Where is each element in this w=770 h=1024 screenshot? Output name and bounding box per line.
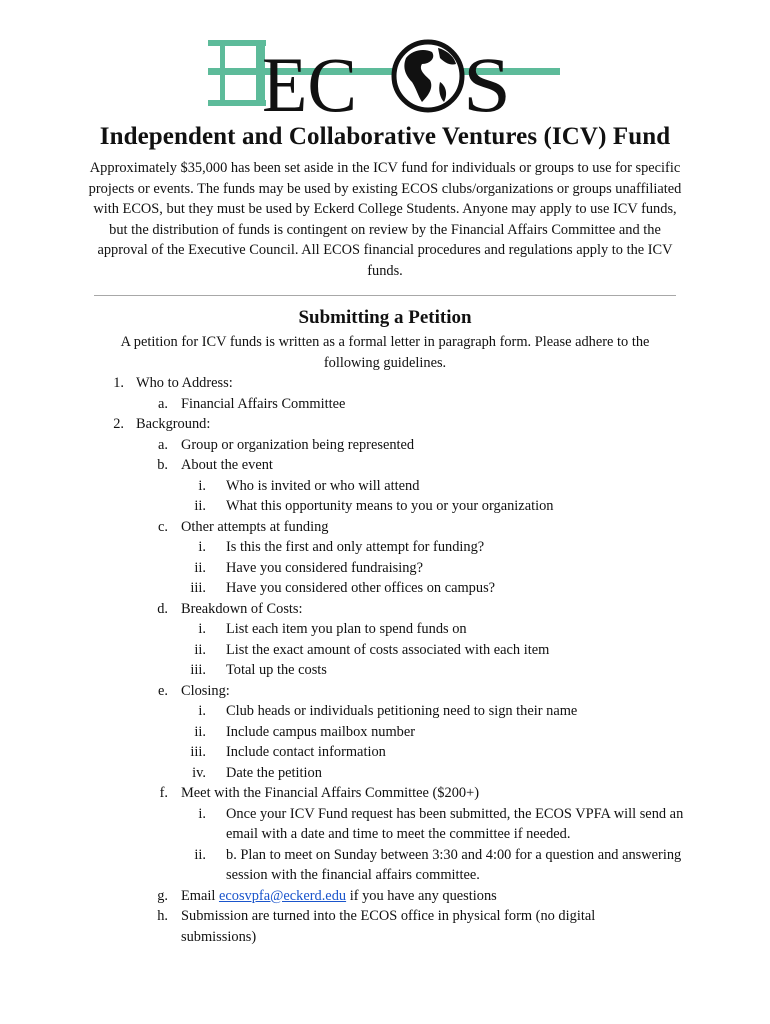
list-text: b. Plan to meet on Sunday between 3:30 and 4:00 for a question and answering session with the financial affairs committee. bbox=[226, 846, 682, 883]
list-text: Submission are turned into the ECOS office in physical form (no digital submissions) bbox=[181, 908, 596, 945]
list-marker: iii. bbox=[190, 580, 206, 596]
svg-text:EC: EC bbox=[262, 41, 357, 118]
list-item bbox=[0, 373, 770, 394]
list-text: Include contact information bbox=[226, 744, 386, 760]
list-item bbox=[0, 640, 770, 661]
list-marker: a. bbox=[158, 436, 168, 453]
list-text: List each item you plan to spend funds on bbox=[226, 621, 467, 637]
page-title: Independent and Collaborative Ventures (ICV) Fund bbox=[99, 123, 671, 150]
list-item bbox=[0, 537, 770, 558]
logo-letter-s: S bbox=[463, 41, 511, 118]
list-marker: a. bbox=[158, 395, 168, 412]
list-marker: iii. bbox=[190, 744, 206, 760]
list-item bbox=[0, 660, 770, 681]
list-item bbox=[0, 476, 770, 497]
list-item bbox=[0, 414, 770, 435]
list-item bbox=[0, 496, 770, 517]
list-item bbox=[0, 435, 770, 456]
list-text: Who to Address: bbox=[136, 375, 233, 391]
list-marker: ii. bbox=[194, 641, 206, 658]
list-item bbox=[0, 886, 770, 907]
list-marker: 2. bbox=[113, 416, 124, 432]
list-item bbox=[0, 558, 770, 579]
list-text: Financial Affairs Committee bbox=[181, 395, 346, 412]
list-text: Club heads or individuals petitioning need to sign their name bbox=[226, 703, 578, 719]
list-text: About the event bbox=[181, 457, 273, 473]
list-item bbox=[0, 517, 770, 538]
list-marker: i. bbox=[198, 539, 206, 555]
list-text: Group or organization being represented bbox=[181, 436, 415, 453]
list-text bbox=[181, 886, 497, 907]
list-text: Total up the costs bbox=[226, 662, 327, 678]
list-marker: i. bbox=[198, 703, 206, 719]
list-text: Meet with the Financial Affairs Committee ($200+) bbox=[181, 785, 480, 801]
list-item bbox=[0, 906, 770, 947]
email-suffix: if you have any questions bbox=[346, 887, 497, 904]
list-marker: h. bbox=[157, 908, 168, 924]
ecos-logo bbox=[200, 36, 570, 118]
list-marker: d. bbox=[157, 600, 168, 617]
list-item bbox=[0, 763, 770, 784]
list-text: Breakdown of Costs: bbox=[181, 600, 303, 617]
list-marker: c. bbox=[158, 518, 168, 535]
section-lead: A petition for ICV funds is written as a formal letter in paragraph form. Please adhere to the following guidelines. bbox=[120, 334, 650, 371]
list-item bbox=[0, 681, 770, 702]
list-marker: iii. bbox=[190, 662, 206, 678]
list-text: List the exact amount of costs associated with each item bbox=[226, 641, 550, 658]
list-marker: ii. bbox=[194, 498, 206, 514]
list-marker: iv. bbox=[192, 764, 206, 781]
list-text: Closing: bbox=[181, 682, 230, 699]
list-item bbox=[0, 783, 770, 804]
list-item bbox=[0, 804, 770, 845]
list-item bbox=[0, 845, 770, 886]
email-link[interactable]: ecosvpfa@eckerd.edu bbox=[218, 887, 347, 904]
list-marker: ii. bbox=[194, 846, 206, 863]
list-item bbox=[0, 599, 770, 620]
list-marker: i. bbox=[198, 805, 206, 822]
email-prefix: Email bbox=[181, 887, 219, 904]
list-text: Is this the first and only attempt for funding? bbox=[226, 539, 485, 555]
list-item bbox=[0, 394, 770, 415]
intro-paragraph: Approximately $35,000 has been set aside in the ICV fund for individuals or groups to use for specific projects or events. The funds may be used by existing ECOS clubs/organizations or groups unaffiliated with ECOS, but they must be used by Eckerd College Students. Anyone may apply to use ICV funds, but the distribution of funds is contingent on review by the Financial Affairs Committee and the approval of the Executive Council. All ECOS financial procedures and regulations apply to the ICV funds. bbox=[88, 160, 682, 279]
guidelines-list bbox=[0, 373, 770, 947]
list-marker: f. bbox=[159, 785, 168, 801]
list-item bbox=[0, 742, 770, 763]
list-text: Background: bbox=[136, 416, 211, 432]
list-text: Have you considered fundraising? bbox=[226, 559, 424, 576]
list-marker: i. bbox=[198, 477, 206, 494]
list-text: Once your ICV Fund request has been submitted, the ECOS VPFA will send an email with a date and time to meet the committee if needed. bbox=[226, 805, 684, 842]
list-item bbox=[0, 722, 770, 743]
list-text: Date the petition bbox=[226, 764, 322, 781]
list-text: Include campus mailbox number bbox=[226, 723, 416, 740]
list-marker: ii. bbox=[194, 723, 206, 740]
list-text: What this opportunity means to you or your organization bbox=[226, 498, 554, 514]
list-marker: i. bbox=[198, 621, 206, 637]
list-text: Have you considered other offices on campus? bbox=[226, 580, 496, 596]
list-marker: ii. bbox=[194, 559, 206, 576]
list-text: Who is invited or who will attend bbox=[226, 477, 420, 494]
section-heading: Submitting a Petition bbox=[298, 307, 472, 328]
list-item bbox=[0, 619, 770, 640]
list-marker: e. bbox=[158, 682, 168, 699]
divider bbox=[94, 295, 676, 296]
list-marker: g. bbox=[157, 887, 168, 904]
list-marker: 1. bbox=[113, 375, 124, 391]
list-text: Other attempts at funding bbox=[181, 518, 329, 535]
list-marker: b. bbox=[157, 457, 168, 473]
list-item bbox=[0, 578, 770, 599]
list-item bbox=[0, 455, 770, 476]
list-item bbox=[0, 701, 770, 722]
globe-icon bbox=[394, 42, 462, 110]
